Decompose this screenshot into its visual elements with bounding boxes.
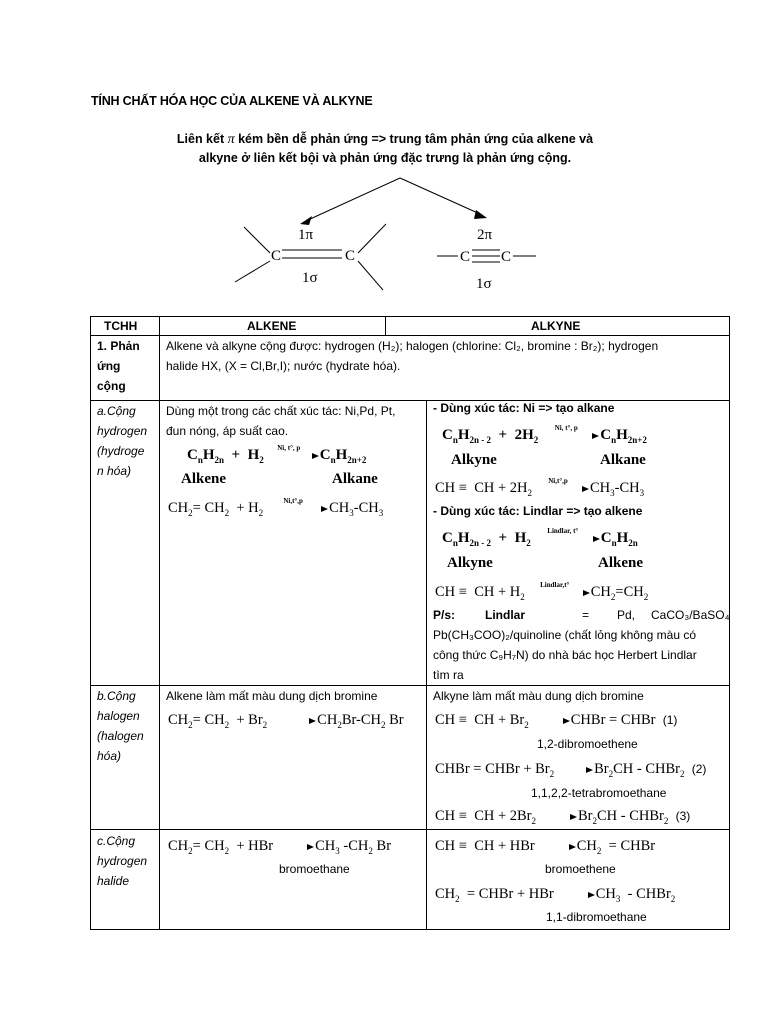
note-text: tìm ra [433, 668, 464, 682]
right-pi-label: 2π [477, 227, 493, 243]
note-lindlar: Lindlar [485, 608, 526, 622]
condition: Ni,t°,p [283, 496, 303, 505]
condition: Ni,t°,p [548, 476, 568, 485]
table-border [90, 929, 730, 930]
ethene-bromination: $CH_2= CH_2 + Br_2$ $CH_2Br-CH_2$ Br [168, 712, 404, 730]
product-name: 1,1,2,2-tetrabromoethane [531, 786, 667, 800]
carbon-atom: C [501, 249, 512, 265]
ethene-hbr-addition: $CH_2= CH_2$ + HBr $CH_3$ $-CH_2$ Br [168, 838, 392, 856]
row1-label: cộng [97, 379, 126, 393]
intro-paragraph [150, 130, 620, 168]
bond-line [235, 261, 270, 282]
ethyne-bromination-1: CH ≡ CH + $Br_2$ CHBr = CHBr (1) [435, 712, 678, 730]
condition: Ni, t°, p [554, 423, 578, 432]
bond-line [358, 261, 383, 290]
table-border [90, 316, 91, 930]
alkyne-lindlar-heading: - Dùng xúc tác: Lindlar => tạo alkene [433, 504, 643, 518]
product-name: bromoethane [279, 862, 350, 876]
product-name: 1,1-dibromoethane [546, 910, 647, 924]
page-title: TÍNH CHẤT HÓA HỌC CỦA ALKENE VÀ ALKYNE [91, 94, 373, 108]
left-pi-label: 1π [298, 227, 314, 243]
condition: Lindlar, t° [547, 526, 579, 535]
ethene-hydrogenation: $CH_2= CH_2 + H_2$ Ni,t°,p $CH_3-CH_3$ [168, 496, 384, 518]
condition: Lindlar,t° [540, 580, 570, 589]
alkane-name: Alkane [600, 452, 646, 468]
header-tchh: TCHH [104, 319, 138, 333]
equation-number: (1) [662, 713, 678, 727]
carbon-atom: C [460, 249, 471, 265]
note-catalyst: CaCO₃/BaSO₄ [651, 608, 730, 622]
alkyne-general-hydrogenation: $C_nH_{2n - 2} + 2H_2$ Ni, t°, p $C_nH_{2n+2}$ [442, 423, 647, 445]
ethyne-hydrogenation-ni: CH ≡ CH + $2H_2$ Ni,t°,p $CH_3-CH_3$ [435, 476, 645, 498]
alkene-general-hydrogenation: $C_nH_{2n} + H_2$ Ni, t°, p $C_nH_{2n+2}$ [187, 443, 367, 465]
pi-symbol: π [227, 132, 235, 147]
row-b-label: hóa) [97, 749, 122, 763]
row-c-label: c.Cộng [97, 834, 136, 848]
row-a-label: (hydroge [97, 444, 145, 458]
carbon-atom: C [271, 248, 282, 264]
row-a-label: hydrogen [97, 424, 148, 438]
product-name: bromoethene [545, 862, 616, 876]
ethyne-bromination-3: CH ≡ CH + $2Br_2$ $Br_2CH$ - CHBr$_2$ (3) [435, 808, 691, 826]
carbon-atom: C [345, 248, 356, 264]
arrow-left-head [300, 216, 312, 225]
row-b-alkyne-text: Alkyne làm mất màu dung dịch bromine [433, 689, 644, 703]
alkane-name: Alkane [332, 471, 378, 487]
bond-line [244, 227, 270, 253]
note-label: P/s: [433, 608, 456, 622]
note-text: công thức C₉H₇N) do nhà bác học Herbert Lindlar [433, 648, 697, 662]
left-sigma-label: 1σ [302, 270, 318, 286]
ethyne-hbr-addition: CH ≡ CH + HBr $CH_2$ = CHBr [435, 838, 656, 856]
row-a-label: n hóa) [97, 464, 132, 478]
ethyne-hydrogenation-lindlar: CH ≡ CH + $H_2$ Lindlar,t° $CH_2=CH_2$ [435, 580, 649, 602]
row-b-label: halogen [97, 709, 140, 723]
row1-label: 1. Phản [97, 339, 140, 353]
row-b-label: (halogen [97, 729, 144, 743]
table-border [426, 400, 427, 930]
intro-line1-post: kém bền dễ phản ứng => trung tâm phản ứng của alkene và [234, 132, 594, 146]
intro-line1-pre: Liên kết [176, 132, 228, 146]
note-pd: Pd, [617, 608, 636, 622]
alkene-name: Alkene [181, 471, 226, 487]
row-a-label: a.Cộng [97, 404, 136, 418]
alkene-name: Alkene [598, 555, 643, 571]
bond-diagram [0, 170, 768, 300]
row-b-alkene-text: Alkene làm mất màu dung dịch bromine [166, 689, 378, 703]
header-alkyne: ALKYNE [531, 319, 581, 333]
row-a-alkene-text: Dùng một trong các chất xúc tác: Ni,Pd, Pt, [166, 404, 396, 418]
note-equals: = [582, 608, 590, 622]
ethyne-bromination-2: CHBr = CHBr + $Br_2$ $Br_2CH$ - CHBr$_2$ (2) [435, 761, 707, 779]
alkyne-general-lindlar: $C_nH_{2n - 2} + H_2$ Lindlar, t° $C_nH_{2n}$ [442, 526, 638, 548]
note-text: Pb(CH₃COO)₂/quinoline (chất lỏng không màu có [433, 628, 697, 642]
properties-table [90, 316, 730, 930]
alkyne-name: Alkyne [451, 452, 497, 468]
row-b-label: b.Cộng [97, 689, 136, 703]
row-c-label: halide [97, 874, 130, 888]
row1-label: ứng [97, 359, 121, 373]
arrow-left-line [308, 178, 400, 220]
condition: Ni, t°, p [277, 443, 301, 452]
row-a-alkene-text: đun nóng, áp suất cao. [166, 424, 289, 438]
arrow-right-head [474, 210, 487, 219]
row1-text: halide HX, (X = Cl,Br,I); nước (hydrate hóa). [166, 359, 401, 373]
alkyne-name: Alkyne [447, 555, 493, 571]
header-alkene: ALKENE [247, 319, 297, 333]
table-border [159, 316, 160, 930]
equation-number: (2) [691, 762, 707, 776]
table-border [90, 316, 730, 317]
equation-number: (3) [675, 809, 691, 823]
arrow-right-line [400, 178, 480, 214]
intro-line2: alkyne ở liên kết bội và phản ứng đặc trưng là phản ứng cộng. [198, 151, 572, 165]
bond-line [358, 224, 386, 253]
product-name: 1,2-dibromoethene [537, 737, 638, 751]
row-c-label: hydrogen [97, 854, 148, 868]
row1-text: Alkene và alkyne cộng được: hydrogen (H₂); halogen (chlorine: Cl₂, bromine : Br₂); hydrogen [166, 339, 659, 353]
table-border [385, 316, 386, 336]
right-sigma-label: 1σ [476, 276, 492, 292]
alkyne-ni-heading: - Dùng xúc tác: Ni => tạo alkane [433, 401, 615, 415]
bromoethene-hbr-addition: $CH_2$ = CHBr + HBr $CH_3$ - CHBr$_2$ [435, 886, 676, 904]
